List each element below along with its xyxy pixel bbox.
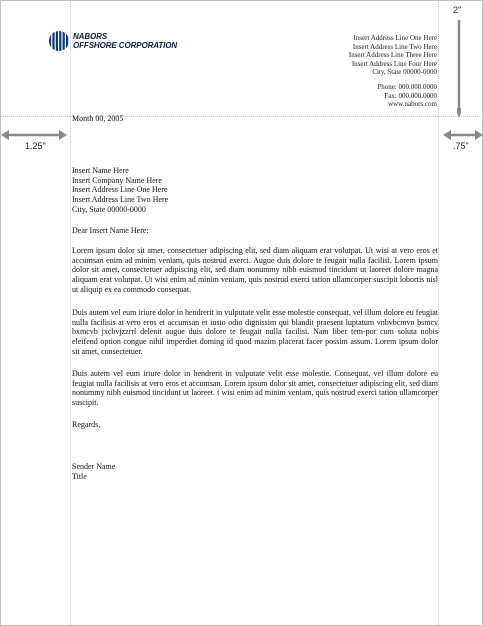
body-paragraph: Lorem ipsum dolor sit amet, consectetuer adipiscing elit, sed diam aliquam erat volutpat. Ut wisi at vero eros et accumsan enim ad minim veniam, quis nostrud exerci. Augue duis dolore te feugait nulla facilisi. Lorem ipsum dolor sit amet, consectetuer adipiscing elit, sed diam nonummy nibh euismod tincidunt ut laoreet dolore magna aliquam erat volutpat. Ut wisi enim ad minim veniam, quis nostrud exerci tation ullamcorper suscipit lobortis nisl ut aliquip ex ea commodo consequat. (72, 246, 438, 294)
right-margin-label: .75" (453, 141, 469, 151)
sender-title: Title (72, 471, 87, 481)
top-margin-arrow-icon (457, 20, 461, 118)
address-line: Insert Address Line One Here (353, 34, 437, 42)
address-line: Insert Address Line Four Here (351, 59, 437, 68)
recipient-address-line: Insert Address Line One Here (72, 185, 168, 195)
globe-logo-icon (48, 30, 70, 52)
address-line: Insert Address Line Three Here (348, 51, 437, 59)
left-margin-arrow-icon (1, 129, 67, 141)
website: www.nabors.com (388, 100, 437, 108)
recipient-name: Insert Name Here (72, 166, 129, 175)
body-paragraph: Duis autem vel eum iriure dolor in hendrerit in vulputate velit esse molestie consequat, vel illum dolore eu feugiat nulla facilisis at vero eros et accumsan et iusto odio dignissim qui blandit praesent luptatum vnbvbcmvn bsmcv bxmcvb jxcbvjzzrrl delenit augue duis dolore te feugait nulla facilisi. Nam liber tem-por cum soluta nobis eleifend option congue nihil imperdiet doming id quod mazim placerat facer possim assum. Lorem ipsum dolor sit amet, consectetuer. (72, 308, 438, 356)
sender-name: Sender Name (72, 462, 116, 471)
left-margin-label: 1.25" (25, 141, 46, 151)
letter-date: Month 00, 2005 (72, 114, 124, 123)
recipient-city-line: City, State 00000-0000 (72, 204, 146, 214)
company-logo (48, 30, 177, 52)
recipient-address-line: Insert Address Line Two Here (72, 195, 169, 205)
closing: Regards, (72, 420, 101, 429)
recipient-company: Insert Company Name Here (72, 175, 162, 185)
right-margin-arrow-icon (443, 129, 483, 141)
company-address (349, 34, 437, 77)
salutation: Dear Insert Name Here: (72, 226, 149, 235)
company-name-line1: NABORS (73, 32, 108, 41)
top-margin-label: 2" (453, 5, 462, 15)
fax-number: Fax: 000.000.0000 (384, 91, 437, 100)
company-name-line2: OFFSHORE CORPORATION (73, 41, 178, 50)
phone-number: Phone: 000.000.0000 (377, 83, 437, 91)
body-paragraph: Duis autem vel eum iriure dolor in hendrerit in vulputate velit esse molestie. Consequat, vel illum dolore eu feugiat nulla facilisis at vero eros et accumsan. Lorem ipsum dolor sit amet, consectetuer adipiscing elit, sed diam nonummy nibh euismod tincidunt ut laoreet. t wisi enim ad minim veniam, quis nostrud exerci tation ullamcorper suscipit. (72, 369, 438, 408)
recipient-block (72, 166, 438, 215)
left-margin-guide (70, 1, 71, 625)
company-name (73, 32, 177, 50)
right-margin-guide (438, 1, 439, 625)
signature-block (72, 462, 438, 481)
address-city-line: City, State 00000-0000 (372, 68, 437, 76)
company-contact (377, 83, 437, 109)
address-line: Insert Address Line Two Here (352, 42, 437, 51)
